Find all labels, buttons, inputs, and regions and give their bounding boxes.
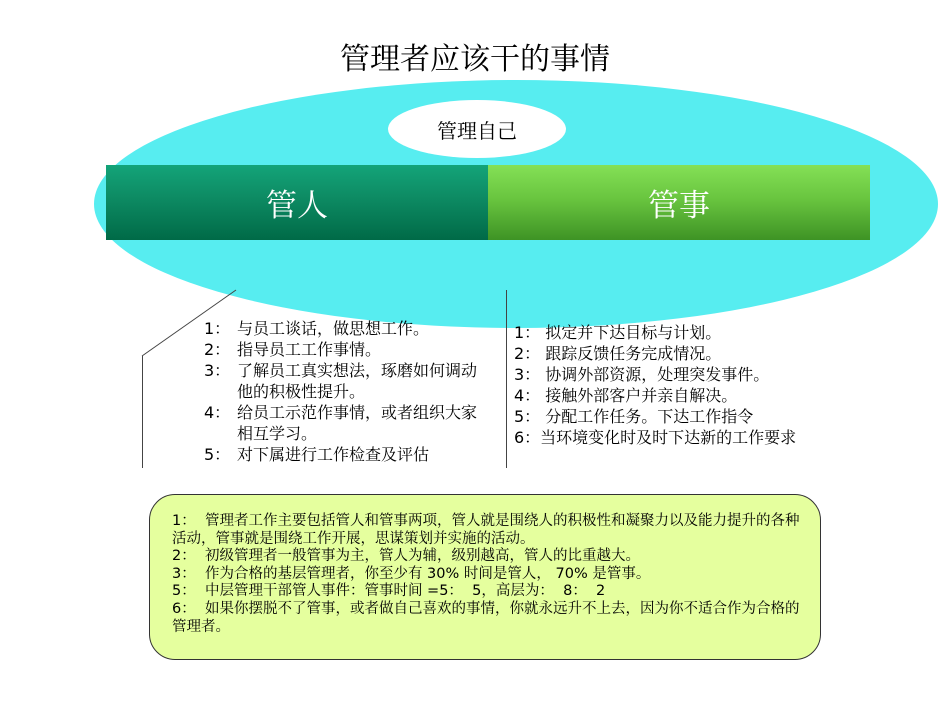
note-line: 5： 中层管理干部管人事件：管事时间 =5： 5，高层为： 8： 2 [172,583,606,600]
manage-people-list [204,318,489,465]
item-number: 2： [204,340,231,359]
list-item [204,444,489,465]
list-item: 1： 拟定并下达目标与计划。 [514,323,722,342]
note-line: 6： 如果你摆脱不了管事，或者做自己喜欢的事情，你就永远升不上去，因为你不适合作为合格的管理者。 [172,600,800,635]
item-number: 5： [204,445,231,464]
item-text: 指导员工工作事情。 [237,340,382,359]
list-item [204,339,489,360]
list-item: 3： 协调外部资源，处理突发事件。 [514,365,770,384]
list-item: 6：当环境变化时及时下达新的工作要求 [514,428,797,447]
item-number: 1： [204,319,231,338]
item-text: 了解员工真实想法，琢磨如何调动他的积极性提升。 [237,361,478,401]
list-item: 5： 分配工作任务。下达工作指令 [514,407,754,426]
list-item [204,318,489,339]
notes-box [149,494,821,660]
center-divider-line [506,290,507,468]
item-number: 3： [204,361,231,380]
list-item: 2： 跟踪反馈任务完成情况。 [514,344,722,363]
manage-people-label: 管人 [266,188,328,224]
list-item [204,360,489,402]
manage-tasks-label: 管事 [648,188,710,224]
list-item: 4： 接触外部客户并亲自解决。 [514,386,738,405]
manage-self-label: 管理自己 [437,118,517,143]
note-line: 1： 管理者工作主要包括管人和管事两项，管人就是围绕人的积极性和凝聚力以及能力提升的各种活动，管事就是围绕工作开展，思谋策划并实施的活动。 [172,513,800,547]
item-text: 与员工谈话，做思想工作。 [237,319,430,338]
manage-tasks-list [514,322,894,448]
item-number: 4： [204,403,231,422]
left-divider-line [142,356,143,468]
list-item [204,402,489,444]
item-text: 给员工示范作事情，或者组织大家相互学习。 [237,403,478,443]
note-line: 2： 初级管理者一般管事为主，管人为辅，级别越高，管人的比重越大。 [172,548,640,565]
page-title: 管理者应该干的事情 [340,42,610,77]
item-text: 对下属进行工作检查及评估 [237,445,430,464]
note-line: 3： 作为合格的基层管理者，你至少有 30% 时间是管人， 70% 是管事。 [172,565,651,582]
